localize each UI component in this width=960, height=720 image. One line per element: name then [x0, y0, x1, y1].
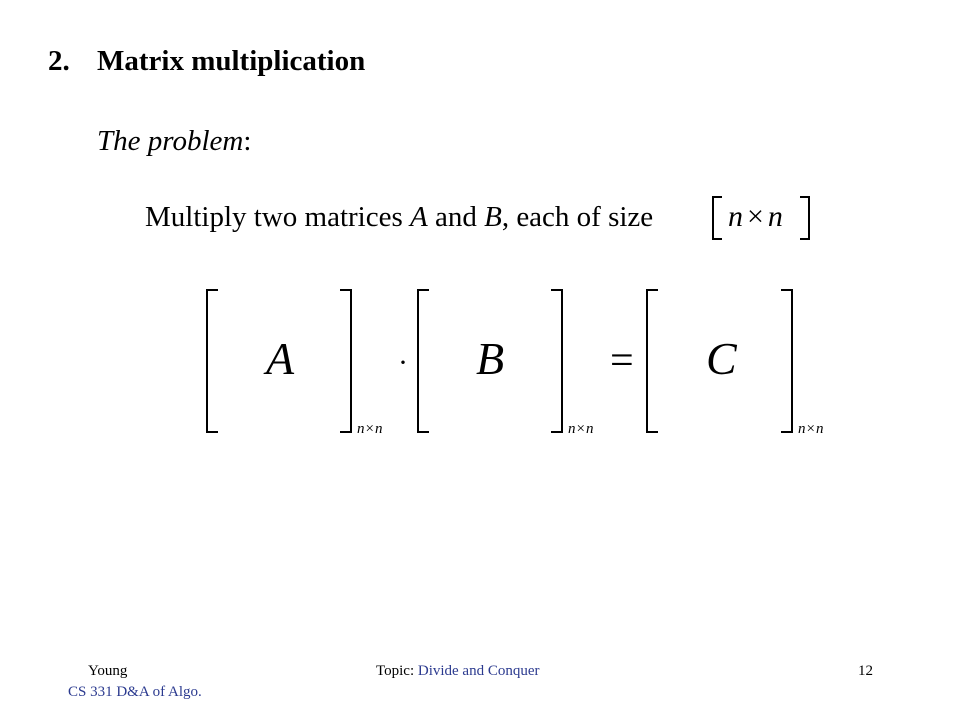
statement-var-a: A — [410, 201, 428, 233]
matrix-b-dim-times: × — [576, 421, 585, 437]
footer-course: CS 331 D&A of Algo. — [68, 684, 202, 700]
footer-topic-value: Divide and Conquer — [417, 663, 540, 679]
statement-part2: and — [427, 201, 485, 233]
matrix-a-dimension — [357, 421, 382, 437]
matrix-a-bracket-left — [206, 289, 218, 433]
page-number: 12 — [858, 663, 873, 679]
size-n2: n — [767, 200, 783, 233]
matrix-b-dimension — [568, 421, 593, 437]
matrix-c-dim-n1: n — [798, 421, 806, 437]
matrix-c-letter: C — [706, 333, 737, 384]
footer-topic — [376, 662, 540, 680]
matrix-a-bracket-right — [340, 289, 352, 433]
matrix-a-letter: A — [266, 333, 295, 384]
matrix-b-letter: B — [476, 333, 505, 384]
multiply-operator: · — [398, 346, 408, 379]
matrix-a-dim-n2: n — [374, 421, 383, 437]
matrix-c-dimension — [798, 421, 823, 437]
matrix-c-bracket-right — [781, 289, 793, 433]
size-n1: n — [728, 200, 743, 233]
size-times-symbol: × — [747, 200, 764, 233]
matrix-b-bracket-right — [551, 289, 563, 433]
equals-operator: = — [610, 338, 634, 384]
matrix-c-dim-times: × — [806, 421, 815, 437]
footer-author: Young — [88, 663, 128, 679]
statement-part3: , each of size — [501, 201, 654, 233]
heading-number: 2. — [48, 45, 70, 77]
problem-label-colon: : — [243, 125, 252, 157]
statement-var-b: B — [484, 201, 502, 233]
matrix-c-bracket-left — [646, 289, 658, 433]
matrix-b-dim-n2: n — [585, 421, 594, 437]
statement-part1: Multiply two matrices — [145, 201, 410, 233]
heading-title: Matrix multiplication — [97, 45, 366, 77]
footer-topic-label: Topic: — [376, 663, 418, 679]
matrix-a-dim-n1: n — [357, 421, 365, 437]
matrix-b-bracket-left — [417, 289, 429, 433]
matrix-c-dim-n2: n — [815, 421, 824, 437]
matrix-a-dim-times: × — [365, 421, 374, 437]
matrix-b-dim-n1: n — [568, 421, 576, 437]
problem-label-text: The problem — [97, 125, 244, 157]
